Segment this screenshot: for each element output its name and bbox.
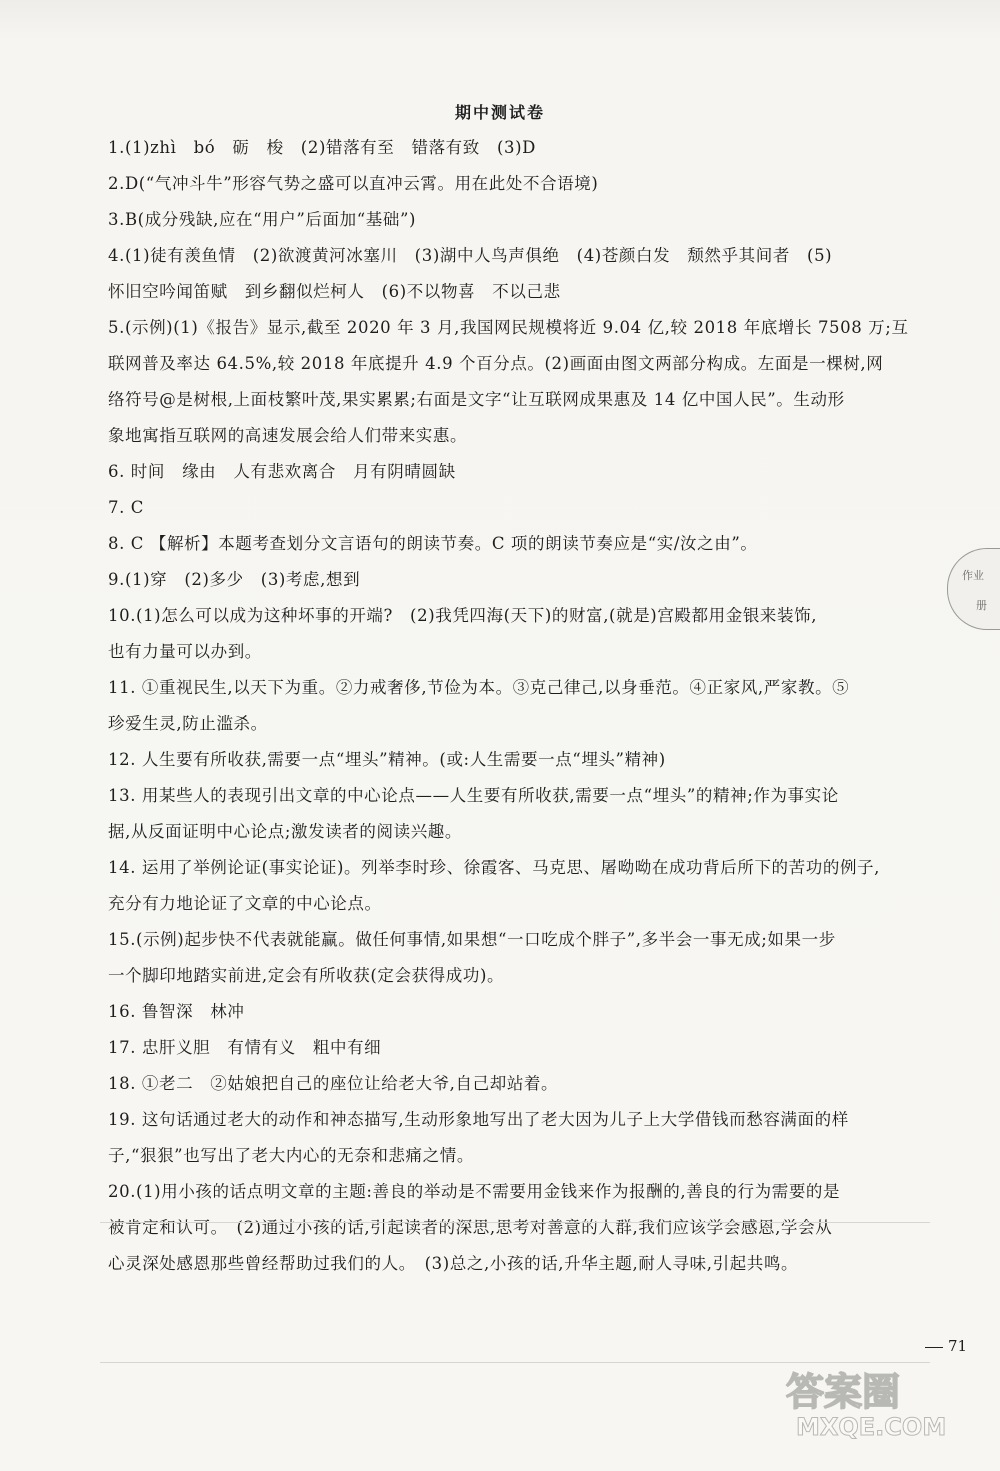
answer-line: 19. 这句话通过老大的动作和神态描写,生动形象地写出了老大因为儿子上大学借钱而愁容满面的样 [108, 1110, 849, 1129]
side-tab-label: 作业 [962, 569, 984, 582]
answer-line: 11. ①重视民生,以天下为重。②力戒奢侈,节俭为本。③克己律己,以身垂范。④正家风,严家教。⑤ [108, 678, 850, 697]
page-number: 71 [948, 1337, 968, 1355]
answer-line: 13. 用某些人的表现引出文章的中心论点——人生要有所收获,需要一点“埋头”的精神;作为事实论 [108, 786, 839, 805]
side-tab [947, 548, 1000, 630]
answer-line: 珍爱生灵,防止滥杀。 [108, 714, 268, 733]
answer-line: 9.(1)穿 (2)多少 (3)考虑,想到 [108, 570, 361, 589]
answer-line: 7. C [108, 498, 145, 517]
answer-line: 8. C 【解析】本题考查划分文言语句的朗读节奏。C 项的朗读节奏应是“实/汝之由”。 [108, 534, 758, 553]
answer-line: 3.B(成分残缺,应在“用户”后面加“基础”) [108, 210, 417, 229]
answer-line: 象地寓指互联网的高速发展会给人们带来实惠。 [108, 426, 468, 445]
answer-line: 6. 时间 缘由 人有悲欢离合 月有阴晴圆缺 [108, 462, 456, 481]
answer-line: 1.(1)zhì bó 砺 梭 (2)错落有至 错落有致 (3)D [108, 138, 536, 157]
answer-line: 20.(1)用小孩的话点明文章的主题:善良的举动是不需要用金钱来作为报酬的,善良的行为需要的是 [108, 1182, 841, 1201]
page-number-dash [925, 1347, 943, 1348]
watermark-logo-text: 答案圈 [786, 1370, 901, 1414]
answer-line: 2.D(“气冲斗牛”形容气势之盛可以直冲云霄。用在此处不合语境) [108, 174, 599, 193]
answer-line: 子,“狠狠”也写出了老大内心的无奈和悲痛之情。 [108, 1146, 474, 1165]
answer-line: 18. ①老二 ②姑娘把自己的座位让给老大爷,自己却站着。 [108, 1074, 559, 1093]
answer-line: 14. 运用了举例论证(事实论证)。列举李时珍、徐霞客、马克思、屠呦呦在成功背后所下的苦功的例子, [108, 858, 881, 877]
answer-line: 联网普及率达 64.5%,较 2018 年底提升 4.9 个百分点。(2)画面由图文两部分构成。左面是一棵树,网 [108, 354, 884, 373]
page-title: 期中测试卷 [454, 103, 545, 122]
answer-line: 4.(1)徒有羡鱼情 (2)欲渡黄河冰塞川 (3)湖中人鸟声俱绝 (4)苍颜白发 颓然乎其间者 (5) [108, 246, 833, 265]
side-tab-label: 册 [976, 599, 987, 612]
watermark-domain: MXQE.COM [796, 1413, 947, 1441]
answer-line: 被肯定和认可。 (2)通过小孩的话,引起读者的深思,思考对善意的人群,我们应该学会感恩,学会从 [108, 1218, 833, 1237]
answer-line: 17. 忠肝义胆 有情有义 粗中有细 [108, 1038, 382, 1057]
answer-line: 也有力量可以办到。 [108, 642, 262, 661]
answer-line: 15.(示例)起步快不代表就能赢。做任何事情,如果想“一口吃成个胖子”,多半会一事无成;如果一步 [108, 930, 836, 949]
answer-line: 12. 人生要有所收获,需要一点“埋头”精神。(或:人生需要一点“埋头”精神) [108, 750, 666, 769]
answer-line: 5.(示例)(1)《报告》显示,截至 2020 年 3 月,我国网民规模将近 9.04 亿,较 2018 年底增长 7508 万;互 [108, 318, 909, 337]
answer-line: 怀旧空吟闻笛赋 到乡翻似烂柯人 (6)不以物喜 不以己悲 [108, 282, 561, 301]
answer-line: 据,从反面证明中心论点;激发读者的阅读兴趣。 [108, 822, 463, 841]
answer-line: 一个脚印地踏实前进,定会有所收获(定会获得成功)。 [108, 966, 505, 985]
answer-body [108, 130, 934, 1282]
answer-line: 10.(1)怎么可以成为这种坏事的开端? (2)我凭四海(天下)的财富,(就是)宫殿都用金银来装饰, [108, 606, 818, 625]
divider [100, 1222, 930, 1223]
answer-line: 16. 鲁智深 林冲 [108, 1002, 245, 1021]
answer-line: 充分有力地论证了文章的中心论点。 [108, 894, 382, 913]
watermark-logo [776, 1361, 986, 1441]
answer-line: 络符号@是树根,上面枝繁叶茂,果实累累;右面是文字“让互联网成果惠及 14 亿中国人民”。生动形 [108, 390, 845, 409]
answer-line: 心灵深处感恩那些曾经帮助过我们的人。 (3)总之,小孩的话,升华主题,耐人寻味,引起共鸣。 [108, 1254, 799, 1273]
